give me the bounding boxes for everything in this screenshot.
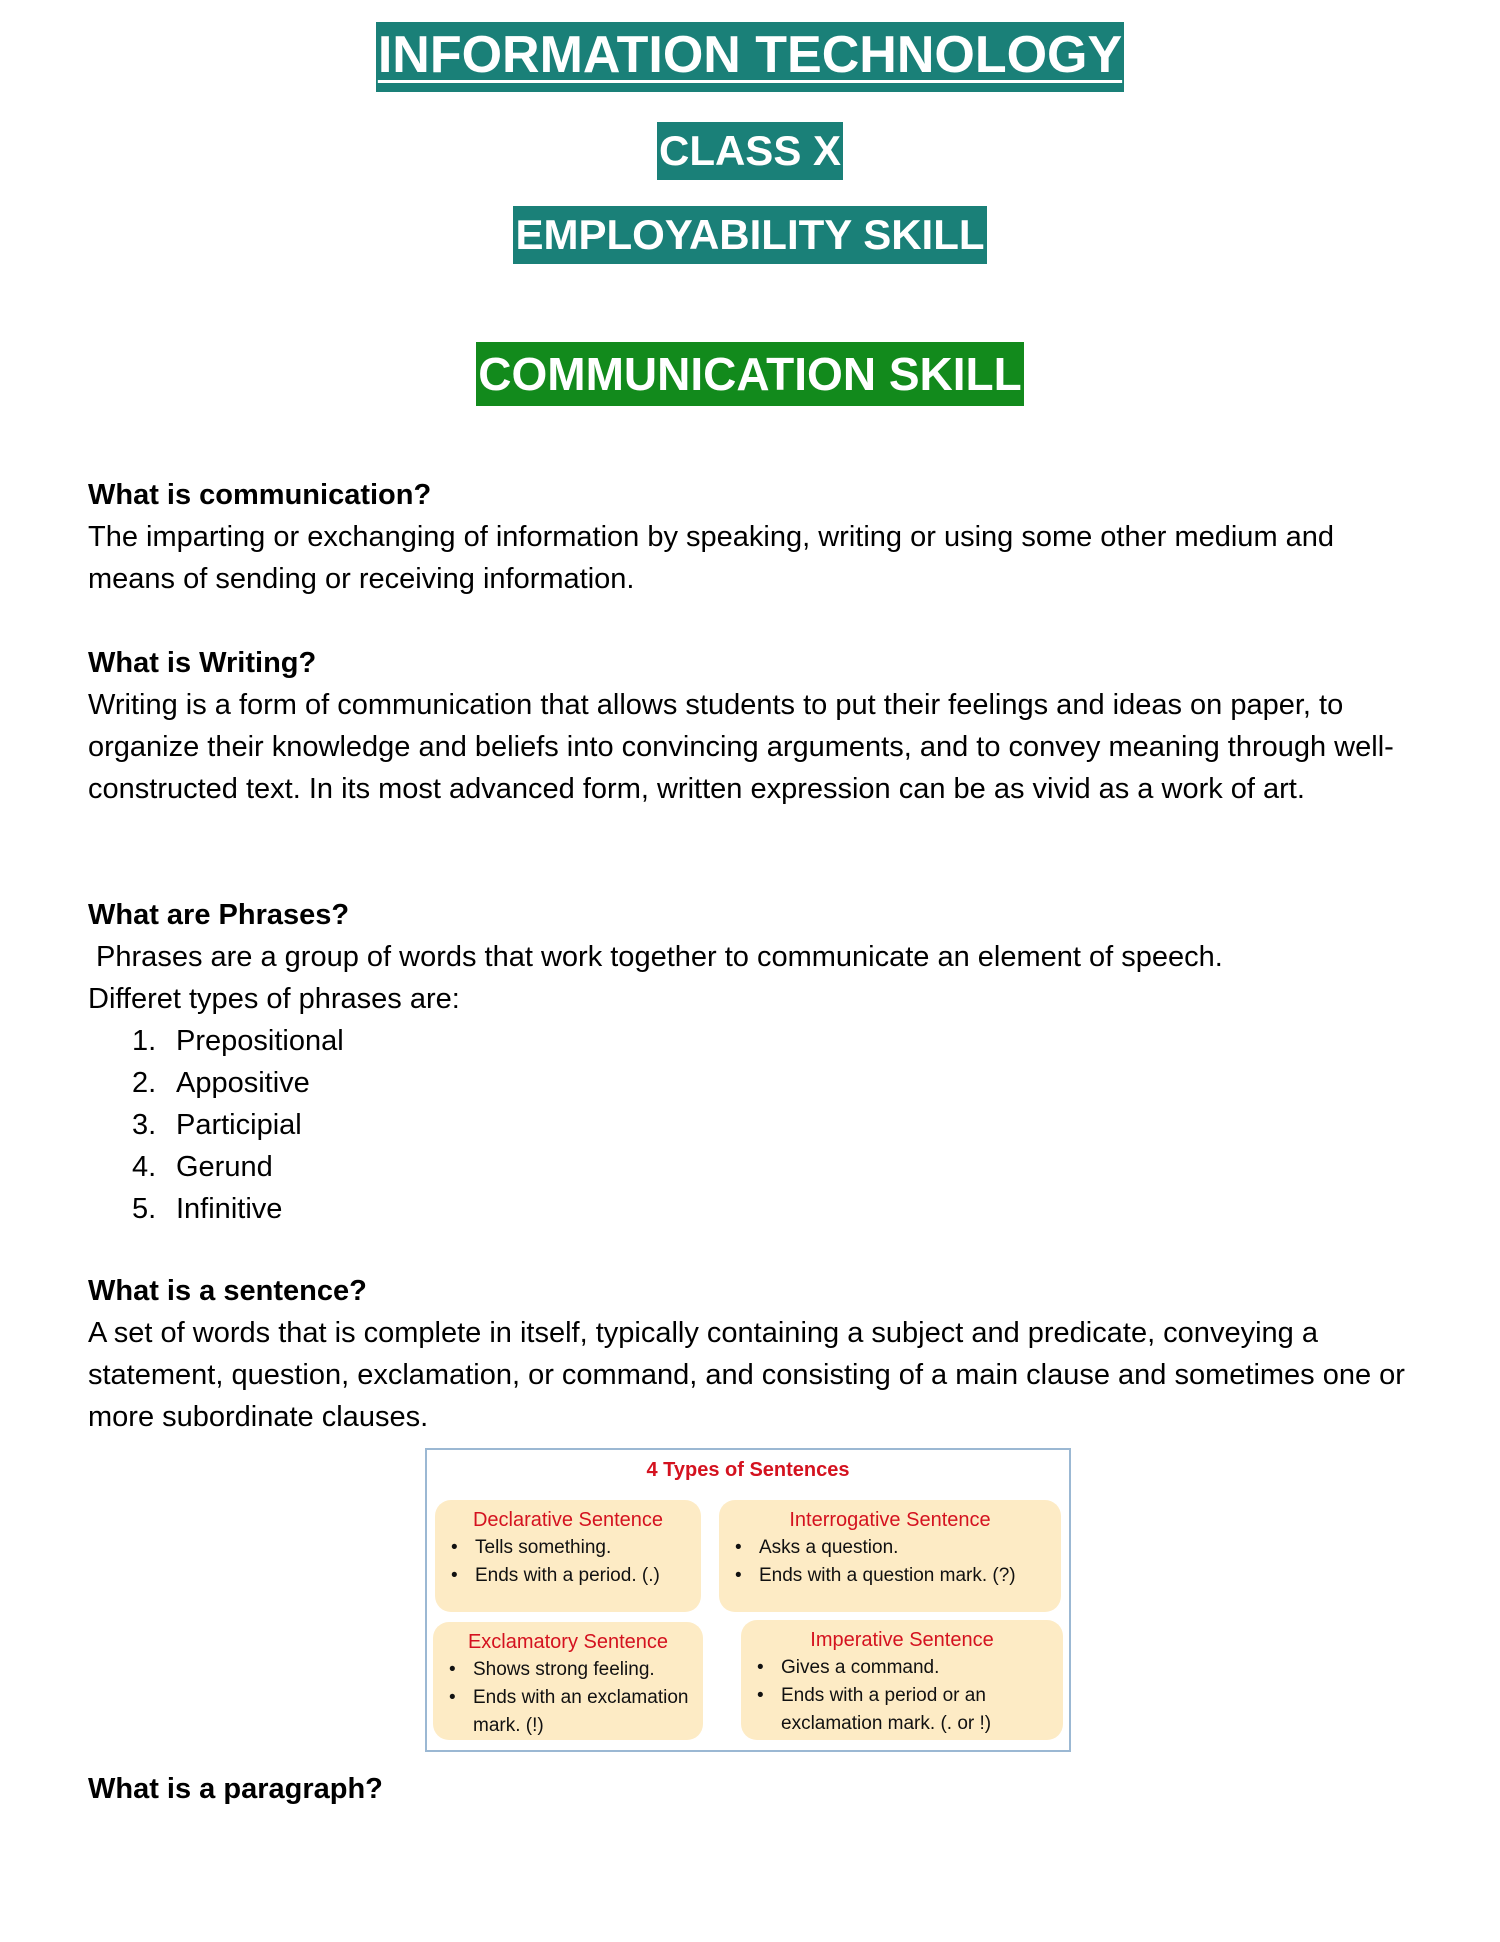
section-heading: What are Phrases? bbox=[88, 899, 350, 931]
list-number: 1. bbox=[132, 1025, 157, 1057]
card-points bbox=[729, 1534, 1051, 1590]
card-point: • Shows strong feeling. bbox=[443, 1656, 693, 1684]
section-body: The imparting or exchanging of information by speaking, writing or using some other medium and means of sending or receiving information. bbox=[88, 521, 1335, 595]
card-point: • Ends with an exclamation mark. (!) bbox=[443, 1684, 693, 1740]
card-title: Declarative Sentence bbox=[472, 1509, 664, 1531]
card-point: • Tells something. bbox=[445, 1534, 691, 1562]
card-points bbox=[443, 1656, 693, 1740]
card-point: • Gives a command. bbox=[751, 1654, 1053, 1682]
title-row bbox=[0, 22, 1500, 92]
list-item bbox=[88, 1020, 1428, 1062]
card-point: • Ends with a period or an exclamation mark. (. or !) bbox=[751, 1682, 1053, 1738]
card-points bbox=[751, 1654, 1053, 1738]
list-item bbox=[88, 1062, 1428, 1104]
section-heading: What is Writing? bbox=[88, 647, 317, 679]
class-label: CLASS X bbox=[657, 122, 843, 180]
document-title: INFORMATION TECHNOLOGY bbox=[376, 22, 1124, 92]
unit-title: COMMUNICATION SKILL bbox=[476, 342, 1023, 406]
section-writing bbox=[88, 642, 1428, 810]
section-body: Phrases are a group of words that work together to communicate an element of speech. bbox=[88, 941, 1223, 973]
list-number: 3. bbox=[132, 1109, 157, 1141]
figure-title: 4 Types of Sentences bbox=[646, 1459, 850, 1481]
card-declarative bbox=[435, 1500, 701, 1612]
card-imperative bbox=[741, 1620, 1063, 1740]
section-sentence bbox=[88, 1270, 1428, 1438]
card-title: Imperative Sentence bbox=[810, 1629, 994, 1651]
section-paragraph bbox=[88, 1768, 1428, 1810]
list-label: Appositive bbox=[176, 1067, 310, 1099]
section-heading: What is a sentence? bbox=[88, 1275, 367, 1307]
class-row bbox=[0, 122, 1500, 180]
list-label: Participial bbox=[176, 1109, 302, 1141]
phrase-types-list bbox=[88, 1020, 1428, 1230]
sentence-types-figure bbox=[425, 1448, 1071, 1752]
list-item bbox=[88, 1188, 1428, 1230]
card-point: • Ends with a period. (.) bbox=[445, 1562, 691, 1590]
subject-label: EMPLOYABILITY SKILL bbox=[513, 206, 986, 264]
list-label: Gerund bbox=[176, 1151, 273, 1183]
card-interrogative bbox=[719, 1500, 1061, 1612]
list-label: Infinitive bbox=[176, 1193, 283, 1225]
list-number: 4. bbox=[132, 1151, 157, 1183]
section-phrases bbox=[88, 894, 1428, 1230]
section-body: Writing is a form of communication that allows students to put their feelings and ideas on paper, to organize their knowledge and beliefs into convincing arguments, and to convey meaning through well-constructed text. In its most advanced form, written expression can be as vivid as a work of art. bbox=[88, 689, 1394, 805]
list-item bbox=[88, 1104, 1428, 1146]
card-point: • Asks a question. bbox=[729, 1534, 1051, 1562]
card-points bbox=[445, 1534, 691, 1590]
list-number: 2. bbox=[132, 1067, 157, 1099]
list-number: 5. bbox=[132, 1193, 157, 1225]
section-heading: What is communication? bbox=[88, 479, 432, 511]
unit-row bbox=[0, 342, 1500, 406]
card-title: Interrogative Sentence bbox=[789, 1509, 991, 1531]
card-exclamatory bbox=[433, 1622, 703, 1740]
section-body-types: Differet types of phrases are: bbox=[88, 983, 460, 1015]
list-label: Prepositional bbox=[176, 1025, 344, 1057]
subject-row bbox=[0, 206, 1500, 264]
section-body: A set of words that is complete in itself, typically containing a subject and predicate, conveying a statement, question, exclamation, or command, and consisting of a main clause and sometimes one or more subordinate clauses. bbox=[88, 1317, 1405, 1433]
list-item bbox=[88, 1146, 1428, 1188]
section-heading: What is a paragraph? bbox=[88, 1773, 383, 1805]
card-point: • Ends with a question mark. (?) bbox=[729, 1562, 1051, 1590]
card-title: Exclamatory Sentence bbox=[467, 1631, 669, 1653]
section-communication bbox=[88, 474, 1428, 600]
